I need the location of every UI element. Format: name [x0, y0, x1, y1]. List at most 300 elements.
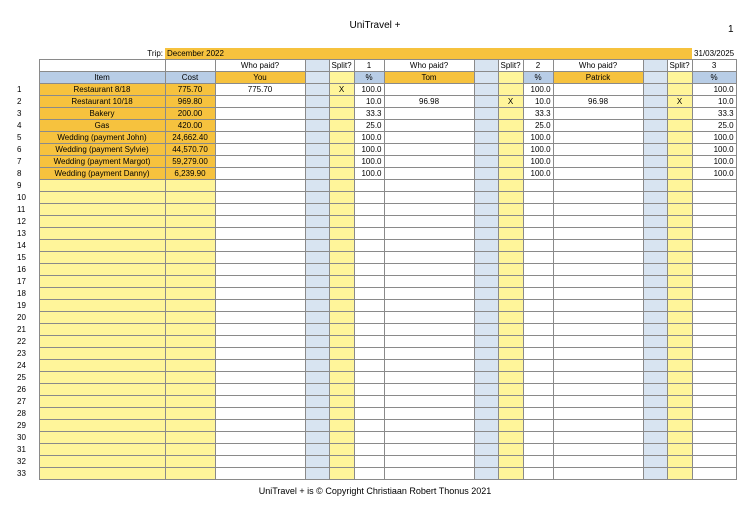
percent-cell-1[interactable]	[354, 348, 384, 360]
paid-cell-3[interactable]	[553, 420, 643, 432]
cost-cell[interactable]	[165, 180, 215, 192]
split-cell-3[interactable]	[667, 348, 692, 360]
percent-cell-3[interactable]	[692, 456, 736, 468]
split-cell-2[interactable]	[498, 276, 523, 288]
split-cell-3[interactable]	[667, 120, 692, 132]
paid-cell-2[interactable]: 96.98	[384, 96, 474, 108]
split-cell-1[interactable]	[329, 408, 354, 420]
paid-cell-2[interactable]	[384, 156, 474, 168]
percent-cell-2[interactable]: 100.0	[523, 168, 553, 180]
cost-cell[interactable]	[165, 264, 215, 276]
paid-cell-2[interactable]	[384, 204, 474, 216]
percent-cell-2[interactable]	[523, 324, 553, 336]
paid-cell-1[interactable]	[215, 264, 305, 276]
split-cell-3[interactable]	[667, 180, 692, 192]
cost-cell[interactable]	[165, 408, 215, 420]
percent-cell-3[interactable]	[692, 288, 736, 300]
percent-cell-3[interactable]: 25.0	[692, 120, 736, 132]
percent-cell-3[interactable]	[692, 324, 736, 336]
paid-cell-3[interactable]	[553, 444, 643, 456]
paid-cell-2[interactable]	[384, 192, 474, 204]
split-cell-2[interactable]	[498, 264, 523, 276]
item-cell[interactable]: Gas	[39, 120, 165, 132]
split-cell-2[interactable]	[498, 420, 523, 432]
paid-cell-3[interactable]	[553, 288, 643, 300]
item-cell[interactable]	[39, 468, 165, 480]
split-cell-2[interactable]	[498, 468, 523, 480]
percent-cell-3[interactable]	[692, 312, 736, 324]
paid-cell-1[interactable]	[215, 324, 305, 336]
cost-cell[interactable]	[165, 432, 215, 444]
paid-cell-3[interactable]	[553, 348, 643, 360]
cost-cell[interactable]: 59,279.00	[165, 156, 215, 168]
paid-cell-2[interactable]	[384, 468, 474, 480]
percent-cell-2[interactable]: 100.0	[523, 132, 553, 144]
split-cell-1[interactable]	[329, 432, 354, 444]
percent-cell-2[interactable]	[523, 264, 553, 276]
split-cell-3[interactable]	[667, 468, 692, 480]
percent-cell-3[interactable]	[692, 252, 736, 264]
percent-cell-3[interactable]	[692, 396, 736, 408]
percent-cell-3[interactable]	[692, 444, 736, 456]
percent-cell-1[interactable]	[354, 324, 384, 336]
paid-cell-3[interactable]	[553, 192, 643, 204]
paid-cell-1[interactable]	[215, 228, 305, 240]
percent-cell-3[interactable]: 100.0	[692, 132, 736, 144]
cost-cell[interactable]	[165, 252, 215, 264]
split-cell-2[interactable]	[498, 456, 523, 468]
paid-cell-1[interactable]	[215, 384, 305, 396]
item-cell[interactable]	[39, 360, 165, 372]
item-cell[interactable]: Wedding (payment Margot)	[39, 156, 165, 168]
split-cell-3[interactable]	[667, 132, 692, 144]
percent-cell-3[interactable]	[692, 372, 736, 384]
cost-cell[interactable]	[165, 300, 215, 312]
percent-cell-2[interactable]	[523, 204, 553, 216]
percent-cell-2[interactable]	[523, 384, 553, 396]
percent-cell-2[interactable]	[523, 240, 553, 252]
percent-cell-1[interactable]	[354, 204, 384, 216]
paid-cell-1[interactable]	[215, 192, 305, 204]
percent-cell-3[interactable]: 100.0	[692, 168, 736, 180]
split-cell-1[interactable]	[329, 108, 354, 120]
percent-cell-1[interactable]	[354, 264, 384, 276]
item-cell[interactable]	[39, 348, 165, 360]
item-cell[interactable]	[39, 180, 165, 192]
paid-cell-1[interactable]	[215, 168, 305, 180]
split-cell-2[interactable]	[498, 312, 523, 324]
paid-cell-1[interactable]	[215, 360, 305, 372]
paid-cell-2[interactable]	[384, 408, 474, 420]
split-cell-1[interactable]	[329, 348, 354, 360]
split-cell-1[interactable]	[329, 336, 354, 348]
item-cell[interactable]	[39, 228, 165, 240]
paid-cell-3[interactable]	[553, 372, 643, 384]
paid-cell-3[interactable]	[553, 336, 643, 348]
split-cell-3[interactable]	[667, 372, 692, 384]
split-cell-2[interactable]	[498, 240, 523, 252]
paid-cell-2[interactable]	[384, 456, 474, 468]
percent-cell-2[interactable]	[523, 312, 553, 324]
percent-cell-2[interactable]: 100.0	[523, 84, 553, 96]
percent-cell-2[interactable]	[523, 336, 553, 348]
split-cell-2[interactable]	[498, 432, 523, 444]
percent-cell-1[interactable]	[354, 228, 384, 240]
paid-cell-2[interactable]	[384, 216, 474, 228]
paid-cell-3[interactable]	[553, 132, 643, 144]
person-name-1[interactable]: You	[215, 72, 305, 84]
percent-cell-2[interactable]: 25.0	[523, 120, 553, 132]
paid-cell-1[interactable]	[215, 240, 305, 252]
split-cell-2[interactable]	[498, 168, 523, 180]
percent-cell-1[interactable]	[354, 312, 384, 324]
item-cell[interactable]	[39, 204, 165, 216]
paid-cell-1[interactable]	[215, 204, 305, 216]
percent-cell-2[interactable]	[523, 468, 553, 480]
split-cell-1[interactable]	[329, 168, 354, 180]
paid-cell-3[interactable]	[553, 324, 643, 336]
paid-cell-3[interactable]	[553, 240, 643, 252]
paid-cell-1[interactable]: 775.70	[215, 84, 305, 96]
cost-cell[interactable]	[165, 384, 215, 396]
paid-cell-3[interactable]	[553, 108, 643, 120]
percent-cell-2[interactable]: 100.0	[523, 144, 553, 156]
percent-cell-3[interactable]	[692, 180, 736, 192]
cost-cell[interactable]: 420.00	[165, 120, 215, 132]
paid-cell-1[interactable]	[215, 180, 305, 192]
split-cell-3[interactable]	[667, 216, 692, 228]
cost-cell[interactable]	[165, 348, 215, 360]
percent-cell-1[interactable]	[354, 372, 384, 384]
split-cell-3[interactable]	[667, 396, 692, 408]
percent-cell-2[interactable]	[523, 360, 553, 372]
item-cell[interactable]	[39, 276, 165, 288]
paid-cell-3[interactable]	[553, 408, 643, 420]
cost-cell[interactable]	[165, 288, 215, 300]
split-cell-2[interactable]	[498, 204, 523, 216]
paid-cell-1[interactable]	[215, 300, 305, 312]
cost-cell[interactable]	[165, 372, 215, 384]
split-cell-3[interactable]	[667, 84, 692, 96]
paid-cell-2[interactable]	[384, 288, 474, 300]
split-cell-3[interactable]	[667, 432, 692, 444]
percent-cell-2[interactable]	[523, 252, 553, 264]
percent-cell-1[interactable]	[354, 408, 384, 420]
split-cell-2[interactable]	[498, 252, 523, 264]
percent-cell-1[interactable]: 33.3	[354, 108, 384, 120]
paid-cell-1[interactable]	[215, 432, 305, 444]
percent-cell-3[interactable]	[692, 420, 736, 432]
cost-cell[interactable]	[165, 192, 215, 204]
split-cell-2[interactable]: X	[498, 96, 523, 108]
paid-cell-2[interactable]	[384, 108, 474, 120]
split-cell-2[interactable]	[498, 348, 523, 360]
paid-cell-2[interactable]	[384, 84, 474, 96]
percent-cell-1[interactable]	[354, 360, 384, 372]
percent-cell-1[interactable]	[354, 300, 384, 312]
percent-cell-1[interactable]	[354, 444, 384, 456]
paid-cell-1[interactable]	[215, 420, 305, 432]
item-cell[interactable]: Restaurant 8/18	[39, 84, 165, 96]
split-cell-1[interactable]	[329, 240, 354, 252]
paid-cell-1[interactable]	[215, 348, 305, 360]
cost-cell[interactable]	[165, 204, 215, 216]
split-cell-3[interactable]	[667, 204, 692, 216]
cost-cell[interactable]	[165, 312, 215, 324]
percent-cell-2[interactable]	[523, 408, 553, 420]
item-cell[interactable]	[39, 192, 165, 204]
paid-cell-1[interactable]	[215, 276, 305, 288]
paid-cell-3[interactable]	[553, 228, 643, 240]
paid-cell-1[interactable]	[215, 156, 305, 168]
paid-cell-2[interactable]	[384, 372, 474, 384]
split-cell-2[interactable]	[498, 132, 523, 144]
split-cell-2[interactable]	[498, 372, 523, 384]
percent-cell-3[interactable]	[692, 408, 736, 420]
paid-cell-2[interactable]	[384, 120, 474, 132]
paid-cell-2[interactable]	[384, 144, 474, 156]
percent-cell-1[interactable]	[354, 276, 384, 288]
percent-cell-1[interactable]	[354, 432, 384, 444]
split-cell-1[interactable]	[329, 324, 354, 336]
item-cell[interactable]: Wedding (payment Danny)	[39, 168, 165, 180]
percent-cell-2[interactable]	[523, 432, 553, 444]
percent-cell-2[interactable]	[523, 396, 553, 408]
percent-cell-3[interactable]	[692, 204, 736, 216]
item-cell[interactable]	[39, 384, 165, 396]
split-cell-1[interactable]	[329, 444, 354, 456]
split-cell-3[interactable]	[667, 264, 692, 276]
percent-cell-3[interactable]: 100.0	[692, 144, 736, 156]
percent-cell-2[interactable]	[523, 456, 553, 468]
percent-cell-3[interactable]	[692, 336, 736, 348]
percent-cell-1[interactable]	[354, 456, 384, 468]
cost-cell[interactable]	[165, 228, 215, 240]
paid-cell-3[interactable]	[553, 456, 643, 468]
paid-cell-3[interactable]	[553, 264, 643, 276]
paid-cell-3[interactable]	[553, 120, 643, 132]
trip-name[interactable]: December 2022	[165, 48, 692, 60]
split-cell-1[interactable]	[329, 396, 354, 408]
split-cell-1[interactable]	[329, 456, 354, 468]
split-cell-3[interactable]	[667, 228, 692, 240]
item-cell[interactable]	[39, 264, 165, 276]
split-cell-1[interactable]	[329, 276, 354, 288]
percent-cell-3[interactable]	[692, 384, 736, 396]
cost-cell[interactable]	[165, 240, 215, 252]
percent-cell-2[interactable]: 100.0	[523, 156, 553, 168]
item-cell[interactable]: Bakery	[39, 108, 165, 120]
cost-cell[interactable]	[165, 468, 215, 480]
cost-cell[interactable]	[165, 324, 215, 336]
split-cell-3[interactable]	[667, 192, 692, 204]
percent-cell-1[interactable]	[354, 396, 384, 408]
split-cell-2[interactable]	[498, 228, 523, 240]
split-cell-1[interactable]	[329, 420, 354, 432]
percent-cell-3[interactable]	[692, 216, 736, 228]
split-cell-3[interactable]	[667, 168, 692, 180]
percent-cell-2[interactable]	[523, 420, 553, 432]
paid-cell-3[interactable]	[553, 384, 643, 396]
split-cell-1[interactable]: X	[329, 84, 354, 96]
split-cell-2[interactable]	[498, 180, 523, 192]
paid-cell-1[interactable]	[215, 108, 305, 120]
paid-cell-1[interactable]	[215, 252, 305, 264]
paid-cell-1[interactable]	[215, 444, 305, 456]
item-cell[interactable]	[39, 396, 165, 408]
item-cell[interactable]	[39, 216, 165, 228]
split-cell-2[interactable]	[498, 120, 523, 132]
paid-cell-2[interactable]	[384, 444, 474, 456]
percent-cell-2[interactable]	[523, 348, 553, 360]
percent-cell-2[interactable]	[523, 228, 553, 240]
paid-cell-3[interactable]	[553, 396, 643, 408]
percent-cell-2[interactable]: 10.0	[523, 96, 553, 108]
split-cell-1[interactable]	[329, 264, 354, 276]
percent-cell-1[interactable]: 25.0	[354, 120, 384, 132]
paid-cell-3[interactable]	[553, 144, 643, 156]
split-cell-1[interactable]	[329, 228, 354, 240]
split-cell-3[interactable]	[667, 456, 692, 468]
item-cell[interactable]: Wedding (payment John)	[39, 132, 165, 144]
split-cell-1[interactable]	[329, 156, 354, 168]
item-cell[interactable]	[39, 444, 165, 456]
percent-cell-3[interactable]: 100.0	[692, 156, 736, 168]
percent-cell-1[interactable]: 100.0	[354, 144, 384, 156]
split-cell-3[interactable]	[667, 384, 692, 396]
split-cell-1[interactable]	[329, 96, 354, 108]
split-cell-3[interactable]	[667, 408, 692, 420]
paid-cell-2[interactable]	[384, 252, 474, 264]
split-cell-1[interactable]	[329, 360, 354, 372]
paid-cell-1[interactable]	[215, 120, 305, 132]
paid-cell-2[interactable]	[384, 324, 474, 336]
cost-cell[interactable]	[165, 276, 215, 288]
split-cell-3[interactable]	[667, 300, 692, 312]
percent-cell-1[interactable]	[354, 216, 384, 228]
item-cell[interactable]: Restaurant 10/18	[39, 96, 165, 108]
percent-cell-3[interactable]: 100.0	[692, 84, 736, 96]
percent-cell-3[interactable]	[692, 348, 736, 360]
split-cell-2[interactable]	[498, 288, 523, 300]
cost-cell[interactable]: 200.00	[165, 108, 215, 120]
paid-cell-2[interactable]	[384, 432, 474, 444]
percent-cell-1[interactable]	[354, 420, 384, 432]
split-cell-1[interactable]	[329, 288, 354, 300]
paid-cell-3[interactable]	[553, 216, 643, 228]
paid-cell-2[interactable]	[384, 312, 474, 324]
percent-cell-2[interactable]	[523, 192, 553, 204]
percent-cell-1[interactable]	[354, 240, 384, 252]
paid-cell-2[interactable]	[384, 168, 474, 180]
split-cell-2[interactable]	[498, 192, 523, 204]
percent-cell-2[interactable]	[523, 300, 553, 312]
split-cell-2[interactable]	[498, 324, 523, 336]
split-cell-3[interactable]	[667, 108, 692, 120]
percent-cell-3[interactable]	[692, 276, 736, 288]
split-cell-2[interactable]	[498, 444, 523, 456]
split-cell-2[interactable]	[498, 396, 523, 408]
split-cell-2[interactable]	[498, 144, 523, 156]
split-cell-3[interactable]	[667, 312, 692, 324]
paid-cell-3[interactable]	[553, 156, 643, 168]
percent-cell-2[interactable]	[523, 180, 553, 192]
paid-cell-3[interactable]: 96.98	[553, 96, 643, 108]
percent-cell-3[interactable]	[692, 360, 736, 372]
percent-cell-1[interactable]	[354, 468, 384, 480]
paid-cell-3[interactable]	[553, 468, 643, 480]
paid-cell-1[interactable]	[215, 336, 305, 348]
split-cell-2[interactable]	[498, 84, 523, 96]
paid-cell-1[interactable]	[215, 144, 305, 156]
paid-cell-1[interactable]	[215, 468, 305, 480]
person-name-2[interactable]: Tom	[384, 72, 474, 84]
percent-cell-3[interactable]	[692, 468, 736, 480]
paid-cell-1[interactable]	[215, 312, 305, 324]
paid-cell-2[interactable]	[384, 276, 474, 288]
split-cell-2[interactable]	[498, 336, 523, 348]
paid-cell-3[interactable]	[553, 300, 643, 312]
percent-cell-3[interactable]: 33.3	[692, 108, 736, 120]
split-cell-2[interactable]	[498, 408, 523, 420]
percent-cell-3[interactable]	[692, 432, 736, 444]
split-cell-3[interactable]	[667, 420, 692, 432]
paid-cell-2[interactable]	[384, 384, 474, 396]
paid-cell-2[interactable]	[384, 264, 474, 276]
cost-cell[interactable]: 6,239.90	[165, 168, 215, 180]
percent-cell-1[interactable]	[354, 288, 384, 300]
split-cell-3[interactable]	[667, 444, 692, 456]
paid-cell-1[interactable]	[215, 372, 305, 384]
paid-cell-2[interactable]	[384, 420, 474, 432]
paid-cell-3[interactable]	[553, 84, 643, 96]
paid-cell-1[interactable]	[215, 396, 305, 408]
item-cell[interactable]	[39, 372, 165, 384]
cost-cell[interactable]	[165, 444, 215, 456]
paid-cell-2[interactable]	[384, 348, 474, 360]
split-cell-1[interactable]	[329, 300, 354, 312]
item-cell[interactable]: Wedding (payment Sylvie)	[39, 144, 165, 156]
percent-cell-3[interactable]	[692, 228, 736, 240]
paid-cell-2[interactable]	[384, 240, 474, 252]
paid-cell-3[interactable]	[553, 180, 643, 192]
split-cell-1[interactable]	[329, 144, 354, 156]
cost-cell[interactable]	[165, 360, 215, 372]
paid-cell-2[interactable]	[384, 132, 474, 144]
split-cell-1[interactable]	[329, 468, 354, 480]
paid-cell-3[interactable]	[553, 168, 643, 180]
split-cell-1[interactable]	[329, 132, 354, 144]
split-cell-1[interactable]	[329, 120, 354, 132]
paid-cell-1[interactable]	[215, 216, 305, 228]
item-cell[interactable]	[39, 324, 165, 336]
paid-cell-3[interactable]	[553, 252, 643, 264]
split-cell-1[interactable]	[329, 216, 354, 228]
percent-cell-3[interactable]	[692, 240, 736, 252]
item-cell[interactable]	[39, 432, 165, 444]
split-cell-1[interactable]	[329, 312, 354, 324]
split-cell-3[interactable]	[667, 144, 692, 156]
paid-cell-3[interactable]	[553, 276, 643, 288]
paid-cell-2[interactable]	[384, 360, 474, 372]
cost-cell[interactable]: 44,570.70	[165, 144, 215, 156]
item-cell[interactable]	[39, 312, 165, 324]
percent-cell-2[interactable]: 33.3	[523, 108, 553, 120]
percent-cell-1[interactable]	[354, 192, 384, 204]
paid-cell-2[interactable]	[384, 396, 474, 408]
split-cell-2[interactable]	[498, 384, 523, 396]
percent-cell-3[interactable]: 10.0	[692, 96, 736, 108]
